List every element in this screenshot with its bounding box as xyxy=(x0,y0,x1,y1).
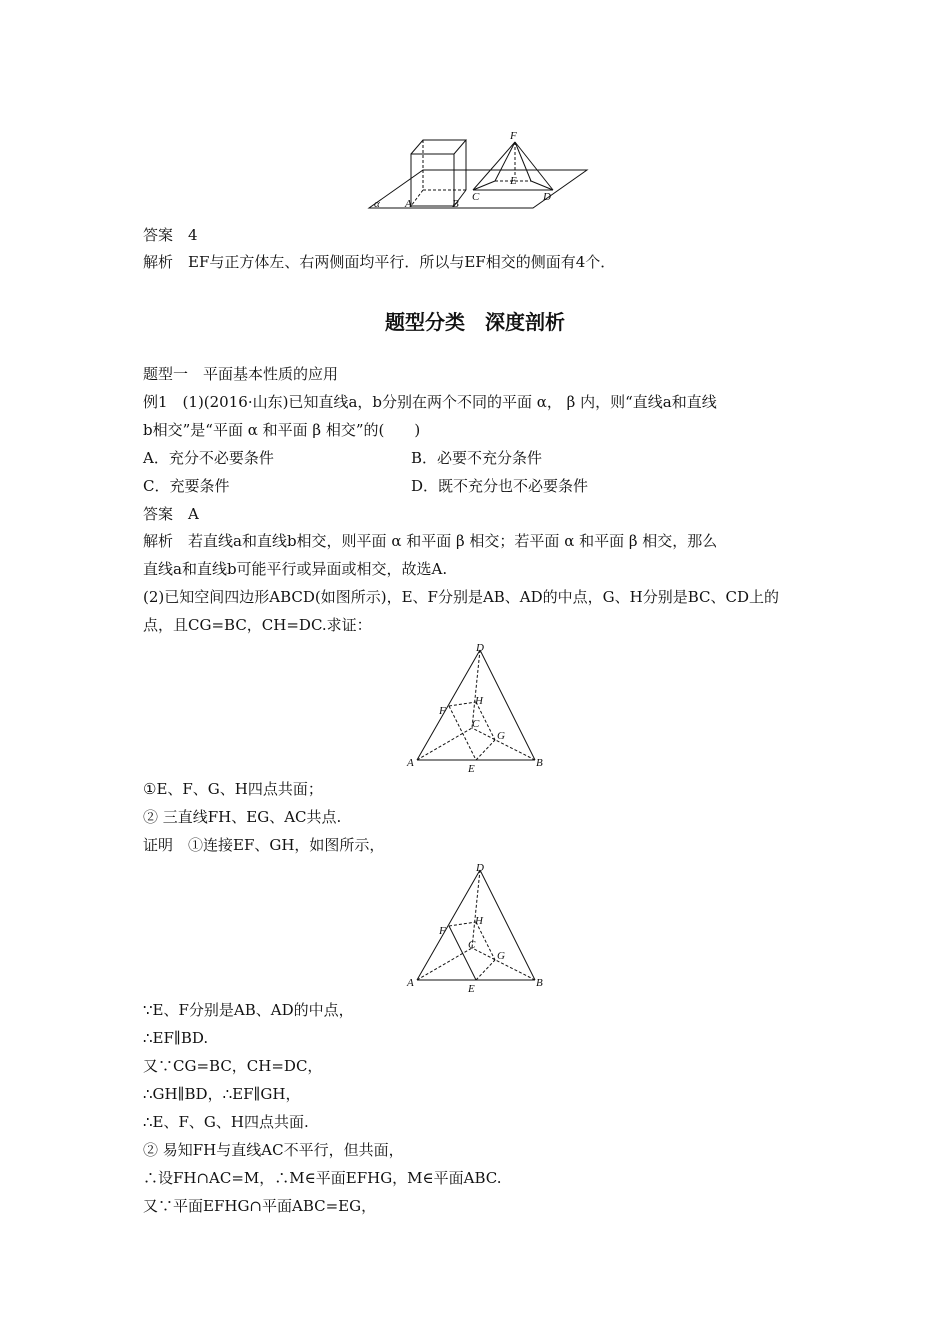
proof-line: ∴设FH∩AC=M，∴M∈平面EFHG，M∈平面ABC. xyxy=(143,1169,502,1187)
label-B: B xyxy=(536,977,543,989)
label-G: G xyxy=(497,950,505,962)
figure-tetrahedron-2 xyxy=(400,862,550,994)
proof-line: ∴E、F、G、H四点共面. xyxy=(143,1113,309,1131)
label-E: E xyxy=(468,763,475,774)
part-2-line-1: (2)已知空间四边形ABCD(如图所示)，E、F分别是AB、AD的中点，G、H分别是BC、CD上的 xyxy=(143,588,780,606)
label-C: C xyxy=(472,718,480,730)
option-a: A．充分不必要条件 xyxy=(143,449,274,467)
label-B: B xyxy=(452,198,459,210)
example-1-line-2: b相交”是“平面 α 和平面 β 相交”的( ) xyxy=(143,421,421,439)
proof-start: 证明 ①连接EF、GH，如图所示， xyxy=(143,836,385,854)
proof-line: ∴GH∥BD，∴EF∥GH， xyxy=(143,1085,301,1103)
label-D: D xyxy=(476,862,484,874)
label-F: F xyxy=(510,130,517,142)
option-d: D．既不充分也不必要条件 xyxy=(411,477,589,495)
part-2-line-2: 点，且CG=BC，CH=DC.求证： xyxy=(143,616,372,634)
figure-tetrahedron-1 xyxy=(400,642,550,774)
label-H: H xyxy=(475,915,483,927)
option-c: C．充要条件 xyxy=(143,477,230,495)
label-F: F xyxy=(439,705,446,717)
label-G: G xyxy=(497,730,505,742)
proof-line: 又∵CG=BC，CH=DC， xyxy=(143,1057,323,1075)
proof-line: ∵E、F分别是AB、AD的中点， xyxy=(143,1001,354,1019)
claim-2: ② 三直线FH、EG、AC共点. xyxy=(143,808,342,826)
analysis-2-line-1: 解析 若直线a和直线b相交，则平面 α 和平面 β 相交；若平面 α 和平面 β 相交，那么 xyxy=(143,532,718,550)
label-A: A xyxy=(407,757,414,769)
label-A: A xyxy=(407,977,414,989)
label-E: E xyxy=(468,983,475,994)
answer-1: 答案 4 xyxy=(143,226,198,244)
proof-line: 又∵平面EFHG∩平面ABC=EG， xyxy=(143,1197,377,1215)
label-D: D xyxy=(476,642,484,654)
claim-1: ①E、F、G、H四点共面； xyxy=(143,780,323,798)
label-C: C xyxy=(472,191,480,203)
label-alpha: α xyxy=(374,198,380,210)
proof-line: ② 易知FH与直线AC不平行，但共面， xyxy=(143,1141,404,1159)
label-H: H xyxy=(475,695,483,707)
section-heading: 题型分类 深度剖析 xyxy=(385,310,565,334)
example-1-line-1: 例1 (1)(2016·山东)已知直线a，b分别在两个不同的平面 α， β 内，则“直线a和直线 xyxy=(143,393,717,411)
figure-cube-pyramid xyxy=(365,128,590,213)
analysis-2-line-2: 直线a和直线b可能平行或异面或相交，故选A. xyxy=(143,560,448,578)
answer-2: 答案 A xyxy=(143,505,199,523)
label-B: B xyxy=(536,757,543,769)
label-C: C xyxy=(468,939,476,951)
label-A: A xyxy=(405,198,412,210)
label-D: D xyxy=(543,191,551,203)
type-title: 题型一 平面基本性质的应用 xyxy=(143,365,339,383)
label-E: E xyxy=(510,175,517,187)
option-b: B．必要不充分条件 xyxy=(411,449,543,467)
analysis-1: 解析 EF与正方体左、右两侧面均平行．所以与EF相交的侧面有4个． xyxy=(143,253,616,271)
label-F: F xyxy=(439,925,446,937)
proof-line: ∴EF∥BD. xyxy=(143,1029,209,1047)
